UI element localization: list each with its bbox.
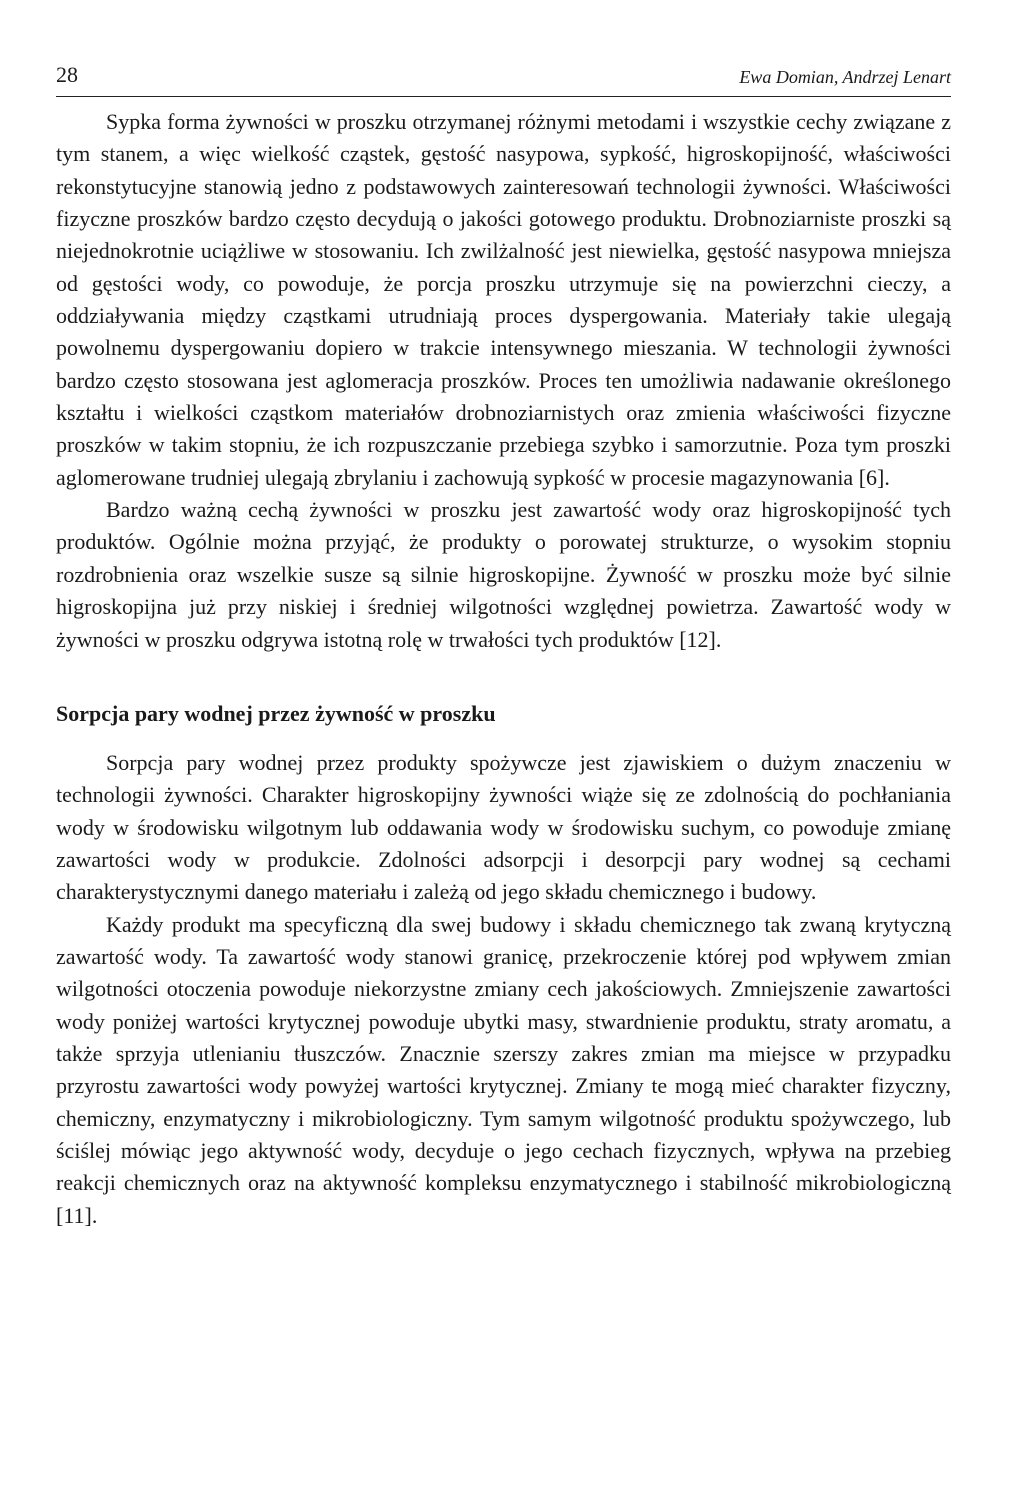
section-heading: Sorpcja pary wodnej przez żywność w proszku	[56, 700, 496, 726]
paragraph: Bardzo ważną cechą żywności w proszku jest zawartość wody oraz higroskopijność tych produktów. Ogólnie można przyjąć, że produkty o porowatej strukturze, o wysokim stopniu rozdrobnienia oraz wszelkie susze są silnie higroskopijne. Żywność w proszku może być silnie higroskopijna już przy niskiej i średniej wilgotności względnej powietrza. Zawartość wody w żywności w proszku odgrywa istotną rolę w trwałości tych produktów [12].	[56, 497, 951, 652]
paragraph: Każdy produkt ma specyficzną dla swej budowy i składu chemicznego tak zwaną krytyczną zawartość wody. Ta zawartość wody stanowi granicę, przekroczenie której pod wpływem zmian wilgotności otoczenia powoduje niekorzystne zmiany cech jakościowych. Zmniejszenie zawartości wody poniżej wartości krytycznej powoduje ubytki masy, stwardnienie produktu, straty aromatu, a także sprzyja utlenianiu tłuszczów. Znacznie szerszy zakres zmian ma miejsce w przypadku przyrostu zawartości wody powyżej wartości krytycznej. Zmiany te mogą mieć charakter fizyczny, chemiczny, enzymatyczny i mikrobiologiczny. Tym samym wilgotność produktu spożywczego, lub ściślej mówiąc jego aktywność wody, decyduje o jego cechach fizycznych, wpływa na przebieg reakcji chemicznych oraz na aktywność kompleksu enzymatycznego i stabilność mikrobiologiczną [11].	[56, 911, 951, 1228]
page-body	[56, 106, 951, 1232]
paragraph: Sorpcja pary wodnej przez produkty spożywcze jest zjawiskiem o dużym znaczeniu w technologii żywności. Charakter higroskopijny żywności wiąże się ze zdolnością do pochłaniania wody w środowisku wilgotnym lub oddawania wody w środowisku suchym, co powoduje zmianę zawartości wody w produkcie. Zdolności adsorpcji i desorpcji pary wodnej są cechami charakterystycznymi danego materiału i zależą od jego składu chemicznego i budowy.	[56, 749, 951, 905]
running-head-authors: Ewa Domian, Andrzej Lenart	[739, 67, 951, 87]
paragraph: Sypka forma żywności w proszku otrzymanej różnymi metodami i wszystkie cechy związane z tym stanem, a więc wielkość cząstek, gęstość nasypowa, sypkość, higroskopijność, właściwości rekonstytucyjne stanowią jedno z podstawowych zainteresowań technologii żywności. Właściwości fizyczne proszków bardzo często decydują o jakości gotowego produktu. Drobnoziarniste proszki są niejednokrotnie uciążliwe w stosowaniu. Ich zwilżalność jest niewielka, gęstość nasypowa mniejsza od gęstości wody, co powoduje, że porcja proszku utrzymuje się na powierzchni cieczy, a oddziaływania między cząstkami utrudniają proces dyspergowania. Materiały takie ulegają powolnemu dyspergowaniu dopiero w trakcie intensywnego mieszania. W technologii żywności bardzo często stosowana jest aglomeracja proszków. Proces ten umożliwia nadawanie określonego kształtu i wielkości cząstkom materiałów drobnoziarnistych oraz zmienia właściwości fizyczne proszków w takim stopniu, że ich rozpuszczanie przebiega szybko i samorzutnie. Poza tym proszki aglomerowane trudniej ulegają zbrylaniu i zachowują sypkość w procesie magazynowania [6].	[56, 109, 951, 490]
page-header	[56, 60, 951, 97]
page-number: 28	[56, 62, 78, 87]
